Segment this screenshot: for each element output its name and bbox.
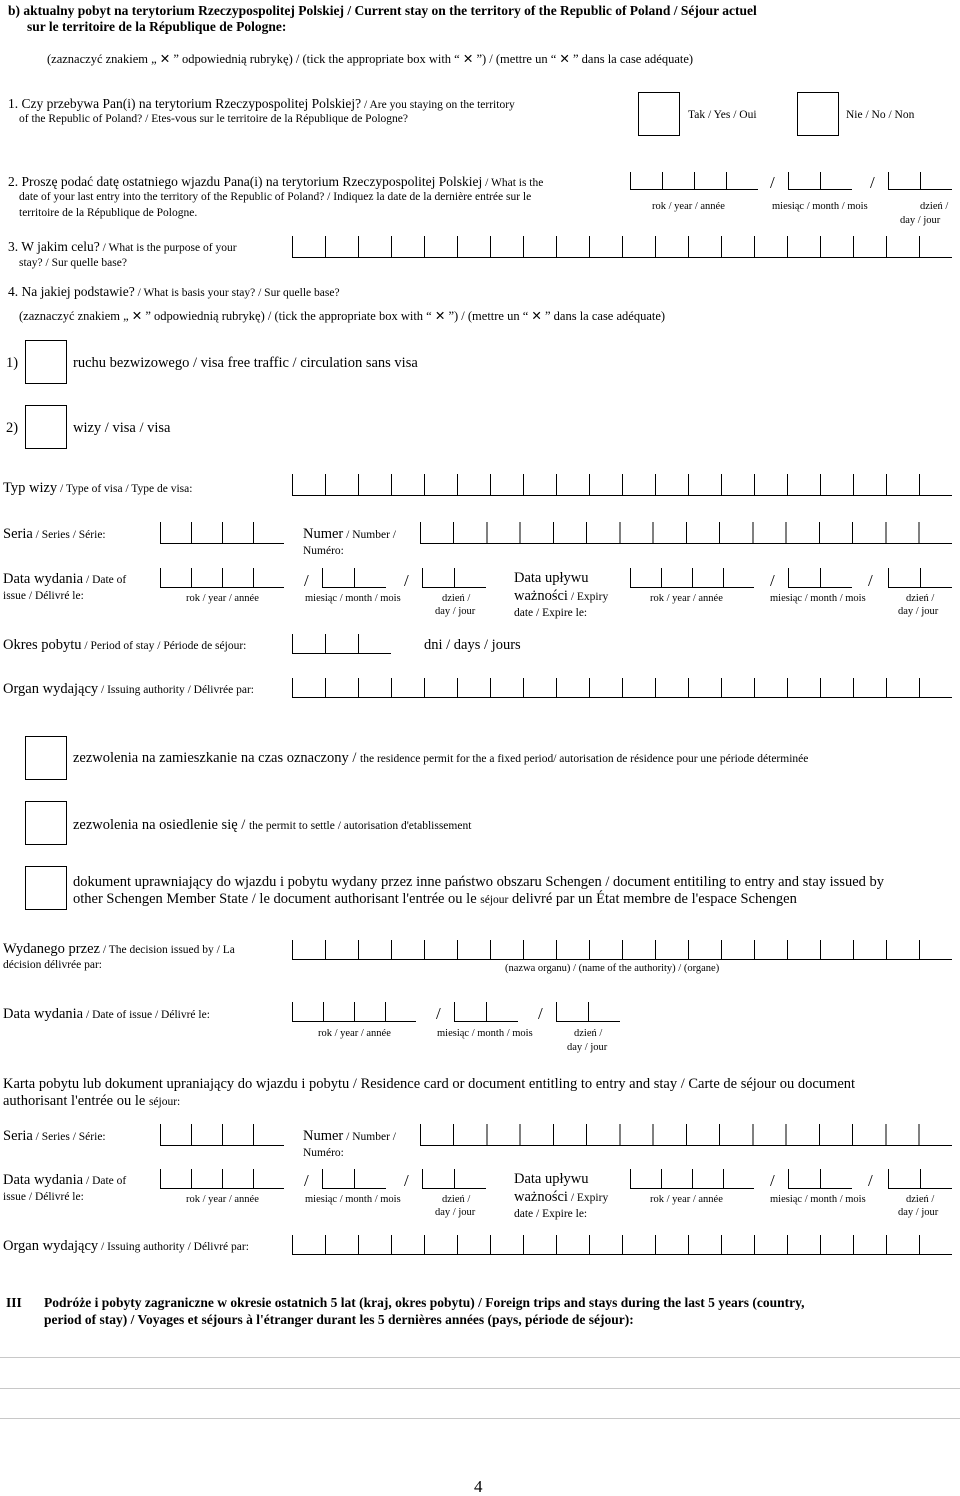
visa-expiry-year-field[interactable] <box>630 568 754 588</box>
visa-expiry-day-field[interactable] <box>888 568 952 588</box>
q1-line1-en: / Are you staying on the territory <box>361 99 515 111</box>
year-label: rok / year / année <box>652 201 725 212</box>
card-line2a: authorisant l'entrée ou le <box>3 1093 149 1109</box>
permit2-en: the permit to settle / autorisation d'etablissement <box>248 820 472 832</box>
day-label: dzień / <box>906 593 935 604</box>
decision-pl: Wydanego przez <box>3 941 100 957</box>
year-label: rok / year / année <box>650 593 723 604</box>
visa-issue-fr: issue / Délivré le: <box>3 590 84 602</box>
permit-fixed-period-label <box>73 750 808 767</box>
q1-yes-checkbox[interactable] <box>638 92 680 136</box>
visa-number-pl: Numer <box>303 526 344 542</box>
decision-en: / The decision issued by / La <box>99 944 235 956</box>
visa-expiry-month-field[interactable] <box>788 568 852 588</box>
card-expiry-year-field[interactable] <box>630 1169 754 1189</box>
permit1-en: the residence permit for the a fixed period/ autorisation de résidence pour une période déterminée <box>360 753 809 765</box>
page-number: 4 <box>474 1477 483 1496</box>
visa-number-fr: Numéro: <box>303 545 344 557</box>
q2-year-field[interactable] <box>630 172 758 190</box>
permit3-line2 <box>73 891 797 908</box>
tick-instruction: (zaznaczyć znakiem „ ✕ ” odpowiednią rubrykę) / (tick the appropriate box with “ ✕ ”) / (mettre un “ ✕ ” dans la case adéquate) <box>47 52 694 66</box>
decision-fr: décision délivrée par: <box>3 959 102 971</box>
day-label: dzień / <box>442 1194 471 1205</box>
decision-label <box>3 941 235 958</box>
decision-authority-field[interactable] <box>292 940 952 960</box>
decision-issue-label <box>3 1006 210 1023</box>
visa-number-en: / Number / <box>343 529 396 541</box>
period-pl: Okres pobytu <box>3 637 82 653</box>
opt1-number: 1) <box>6 355 19 371</box>
section3-line2: period of stay) / Voyages et séjours à l'étranger durant les 5 dernières années (pays, période de séjour): <box>44 1312 634 1327</box>
card-expiry-fr: date / Expire le: <box>514 1208 588 1220</box>
month-label: miesiąc / month / mois <box>305 593 401 604</box>
date-slash: / <box>870 173 875 192</box>
q1-no-label: Nie / No / Non <box>846 109 915 121</box>
visa-expiry-fr: date / Expire le: <box>514 607 588 619</box>
visa-authority-en: / Issuing authority / Délivrée par: <box>98 684 255 696</box>
month-label: miesiąc / month / mois <box>437 1028 533 1039</box>
period-en: / Period of stay / Période de séjour: <box>81 640 247 652</box>
date-slash: / <box>770 571 775 590</box>
day-label: day / jour <box>898 606 939 617</box>
q4-en: / What is basis your stay? / Sur quelle base? <box>134 287 340 299</box>
month-label: miesiąc / month / mois <box>770 1194 866 1205</box>
section3-number: III <box>6 1295 22 1310</box>
q1-line1 <box>8 96 515 112</box>
date-slash: / <box>404 571 409 590</box>
card-authority-pl: Organ wydający <box>3 1238 99 1254</box>
visa-type-label <box>3 480 192 497</box>
day-label: dzień / <box>442 593 471 604</box>
card-line2 <box>3 1093 180 1110</box>
card-line1: Karta pobytu lub dokument upraniający do wjazdu i pobytu / Residence card or document entitling to entry and stay / Carte de séjour ou document <box>3 1076 856 1092</box>
q1-line1-pl: 1. Czy przebywa Pan(i) na terytorium Rzeczypospolitej Polskiej? <box>8 96 362 111</box>
card-expiry-pl1: Data upływu <box>514 1171 589 1187</box>
decision-issue-en: / Date of issue / Délivré le: <box>83 1009 210 1021</box>
card-expiry-day-field[interactable] <box>888 1169 952 1189</box>
date-slash: / <box>770 1171 775 1190</box>
period-days-field[interactable] <box>292 634 391 654</box>
q2-day-field[interactable] <box>888 172 952 190</box>
visa-number-label <box>303 526 396 543</box>
day-label: day / jour <box>567 1042 608 1053</box>
card-number-en: / Number / <box>343 1131 396 1143</box>
date-slash: / <box>868 1171 873 1190</box>
permit1-pl: zezwolenia na zamieszkanie na czas oznaczony / <box>73 750 361 766</box>
day-label: day / jour <box>435 606 476 617</box>
q1-line2: of the Republic of Poland? / Etes-vous sur le territoire de la République de Pologne? <box>19 113 408 125</box>
q2-line1-pl: 2. Proszę podać datę ostatniego wjazdu Pana(i) na terytorium Rzeczypospolitej Polskiej <box>8 174 483 189</box>
permit-settle-checkbox[interactable] <box>25 801 67 845</box>
decision-issue-pl: Data wydania <box>3 1006 84 1022</box>
year-label: rok / year / année <box>186 593 259 604</box>
day-label: dzień / <box>906 1194 935 1205</box>
year-label: rok / year / année <box>186 1194 259 1205</box>
card-authority-field[interactable] <box>292 1235 952 1255</box>
date-slash: / <box>304 571 309 590</box>
section3-line1: Podróże i pobyty zagraniczne w okresie ostatnich 5 lat (kraj, okres pobytu) / Foreign trips and stays during the last 5 years (country, <box>44 1295 805 1310</box>
opt1-visa-free-checkbox[interactable] <box>25 340 67 384</box>
card-expiry-line2 <box>514 1189 608 1206</box>
month-label: miesiąc / month / mois <box>305 1194 401 1205</box>
card-series-en: / Series / Série: <box>32 1131 106 1143</box>
q1-no-checkbox[interactable] <box>797 92 839 136</box>
day-label: day / jour <box>900 215 941 226</box>
decision-issue-day-field[interactable] <box>556 1002 620 1022</box>
visa-issue-day-field[interactable] <box>422 568 486 588</box>
q4-title <box>8 284 340 300</box>
opt2-label: wizy / visa / visa <box>73 420 171 436</box>
date-slash: / <box>538 1004 543 1023</box>
permit3-line2b: séjour <box>480 894 509 906</box>
card-number-field[interactable] <box>420 1124 952 1146</box>
visa-issue-year-field[interactable] <box>160 568 284 588</box>
q3-line2: stay? / Sur quelle base? <box>19 257 127 269</box>
month-label: miesiąc / month / mois <box>772 201 868 212</box>
visa-authority-pl: Organ wydający <box>3 681 99 697</box>
card-authority-en: / Issuing authority / Délivré par: <box>98 1241 249 1253</box>
card-number-fr: Numéro: <box>303 1147 344 1159</box>
day-label: day / jour <box>898 1207 939 1218</box>
decision-authority-caption: (nazwa organu) / (name of the authority) / (organe) <box>505 963 720 974</box>
card-series-field[interactable] <box>160 1124 284 1146</box>
card-issue-fr: issue / Délivré le: <box>3 1191 84 1203</box>
q1-yes-label: Tak / Yes / Oui <box>688 109 757 121</box>
visa-series-label <box>3 526 106 543</box>
schengen-document-checkbox[interactable] <box>25 866 67 910</box>
day-label: dzień / <box>574 1028 603 1039</box>
visa-expiry-pl1: Data upływu <box>514 570 589 586</box>
q3-line1-en: / What is the purpose of your <box>99 242 237 254</box>
card-line2b: séjour: <box>148 1096 181 1108</box>
visa-issue-pl: Data wydania <box>3 571 84 587</box>
permit3-line2c: delivré par un État membre de l'espace Schengen <box>508 891 797 907</box>
opt2-number: 2) <box>6 420 19 436</box>
date-slash: / <box>404 1171 409 1190</box>
card-expiry-en: / Expiry <box>567 1192 609 1204</box>
card-series-pl: Seria <box>3 1128 33 1144</box>
card-issue-label <box>3 1172 126 1189</box>
answer-line[interactable] <box>0 1357 960 1358</box>
q3-line1 <box>8 239 237 255</box>
q3-purpose-field[interactable] <box>292 236 952 258</box>
visa-type-field[interactable] <box>292 474 952 496</box>
answer-line[interactable] <box>0 1388 960 1389</box>
date-slash: / <box>304 1171 309 1190</box>
permit2-pl: zezwolenia na osiedlenie się / <box>73 817 249 833</box>
section-b-title-line1: b) aktualny pobyt na terytorium Rzeczypospolitej Polskiej / Current stay on the territory of the Republic of Poland / Séjour actuel <box>8 3 757 18</box>
answer-line[interactable] <box>0 1418 960 1419</box>
date-slash: / <box>770 173 775 192</box>
permit-settle-label <box>73 817 471 834</box>
q2-month-field[interactable] <box>788 172 852 190</box>
visa-issue-en: / Date of <box>83 574 127 586</box>
date-slash: / <box>436 1004 441 1023</box>
card-series-label <box>3 1128 106 1145</box>
card-issue-en: / Date of <box>83 1175 127 1187</box>
card-number-label <box>303 1128 396 1145</box>
month-label: miesiąc / month / mois <box>770 593 866 604</box>
visa-expiry-en: / Expiry <box>567 591 609 603</box>
visa-authority-label <box>3 681 254 698</box>
q2-line1-en: / What is the <box>482 177 544 189</box>
visa-series-pl: Seria <box>3 526 33 542</box>
visa-number-field[interactable] <box>420 522 952 544</box>
permit-fixed-period-checkbox[interactable] <box>25 736 67 780</box>
visa-type-pl: Typ wizy <box>3 480 58 496</box>
q2-line3: territoire de la République de Pologne. <box>19 207 198 219</box>
period-days-unit: dni / days / jours <box>424 637 521 653</box>
visa-authority-field[interactable] <box>292 678 952 698</box>
card-expiry-pl2: ważności <box>514 1189 568 1205</box>
visa-type-en: / Type of visa / Type de visa: <box>57 483 193 495</box>
q2-line1 <box>8 174 543 190</box>
decision-issue-year-field[interactable] <box>292 1002 416 1022</box>
visa-issue-month-field[interactable] <box>322 568 386 588</box>
card-number-pl: Numer <box>303 1128 344 1144</box>
permit3-line2a: other Schengen Member State / le document authorisant l'entrée ou le <box>73 891 481 907</box>
card-issue-day-field[interactable] <box>422 1169 486 1189</box>
card-issue-month-field[interactable] <box>322 1169 386 1189</box>
q3-line1-pl: 3. W jakim celu? <box>8 239 100 254</box>
visa-issue-label <box>3 571 126 588</box>
day-label: day / jour <box>435 1207 476 1218</box>
visa-expiry-pl2: ważności <box>514 588 568 604</box>
visa-series-en: / Series / Série: <box>32 529 106 541</box>
date-slash: / <box>868 571 873 590</box>
card-expiry-month-field[interactable] <box>788 1169 852 1189</box>
visa-series-field[interactable] <box>160 522 284 544</box>
opt2-visa-checkbox[interactable] <box>25 405 67 449</box>
q4-pl: 4. Na jakiej podstawie? <box>8 284 135 299</box>
q2-line2: date of your last entry into the territory of the Republic of Poland? / Indiquez la date de la dernière entrée sur le <box>19 191 532 203</box>
decision-issue-month-field[interactable] <box>454 1002 518 1022</box>
year-label: rok / year / année <box>650 1194 723 1205</box>
visa-expiry-line2 <box>514 588 608 605</box>
year-label: rok / year / année <box>318 1028 391 1039</box>
card-issue-year-field[interactable] <box>160 1169 284 1189</box>
q4-instruction: (zaznaczyć znakiem „ ✕ ” odpowiednią rubrykę) / (tick the appropriate box with “ ✕ ”) / (mettre un “ ✕ ” dans la case adéquate) <box>19 309 666 323</box>
card-issue-pl: Data wydania <box>3 1172 84 1188</box>
period-label <box>3 637 246 654</box>
day-label: dzień / <box>920 201 949 212</box>
card-authority-label <box>3 1238 249 1255</box>
opt1-label: ruchu bezwizowego / visa free traffic / circulation sans visa <box>73 355 418 371</box>
permit3-line1: dokument uprawniający do wjazdu i pobytu wydany przez inne państwo obszaru Schengen / document entitiling to entry and stay issued by <box>73 874 885 890</box>
section-b-title-line2: sur le territoire de la République de Pologne: <box>27 19 287 34</box>
